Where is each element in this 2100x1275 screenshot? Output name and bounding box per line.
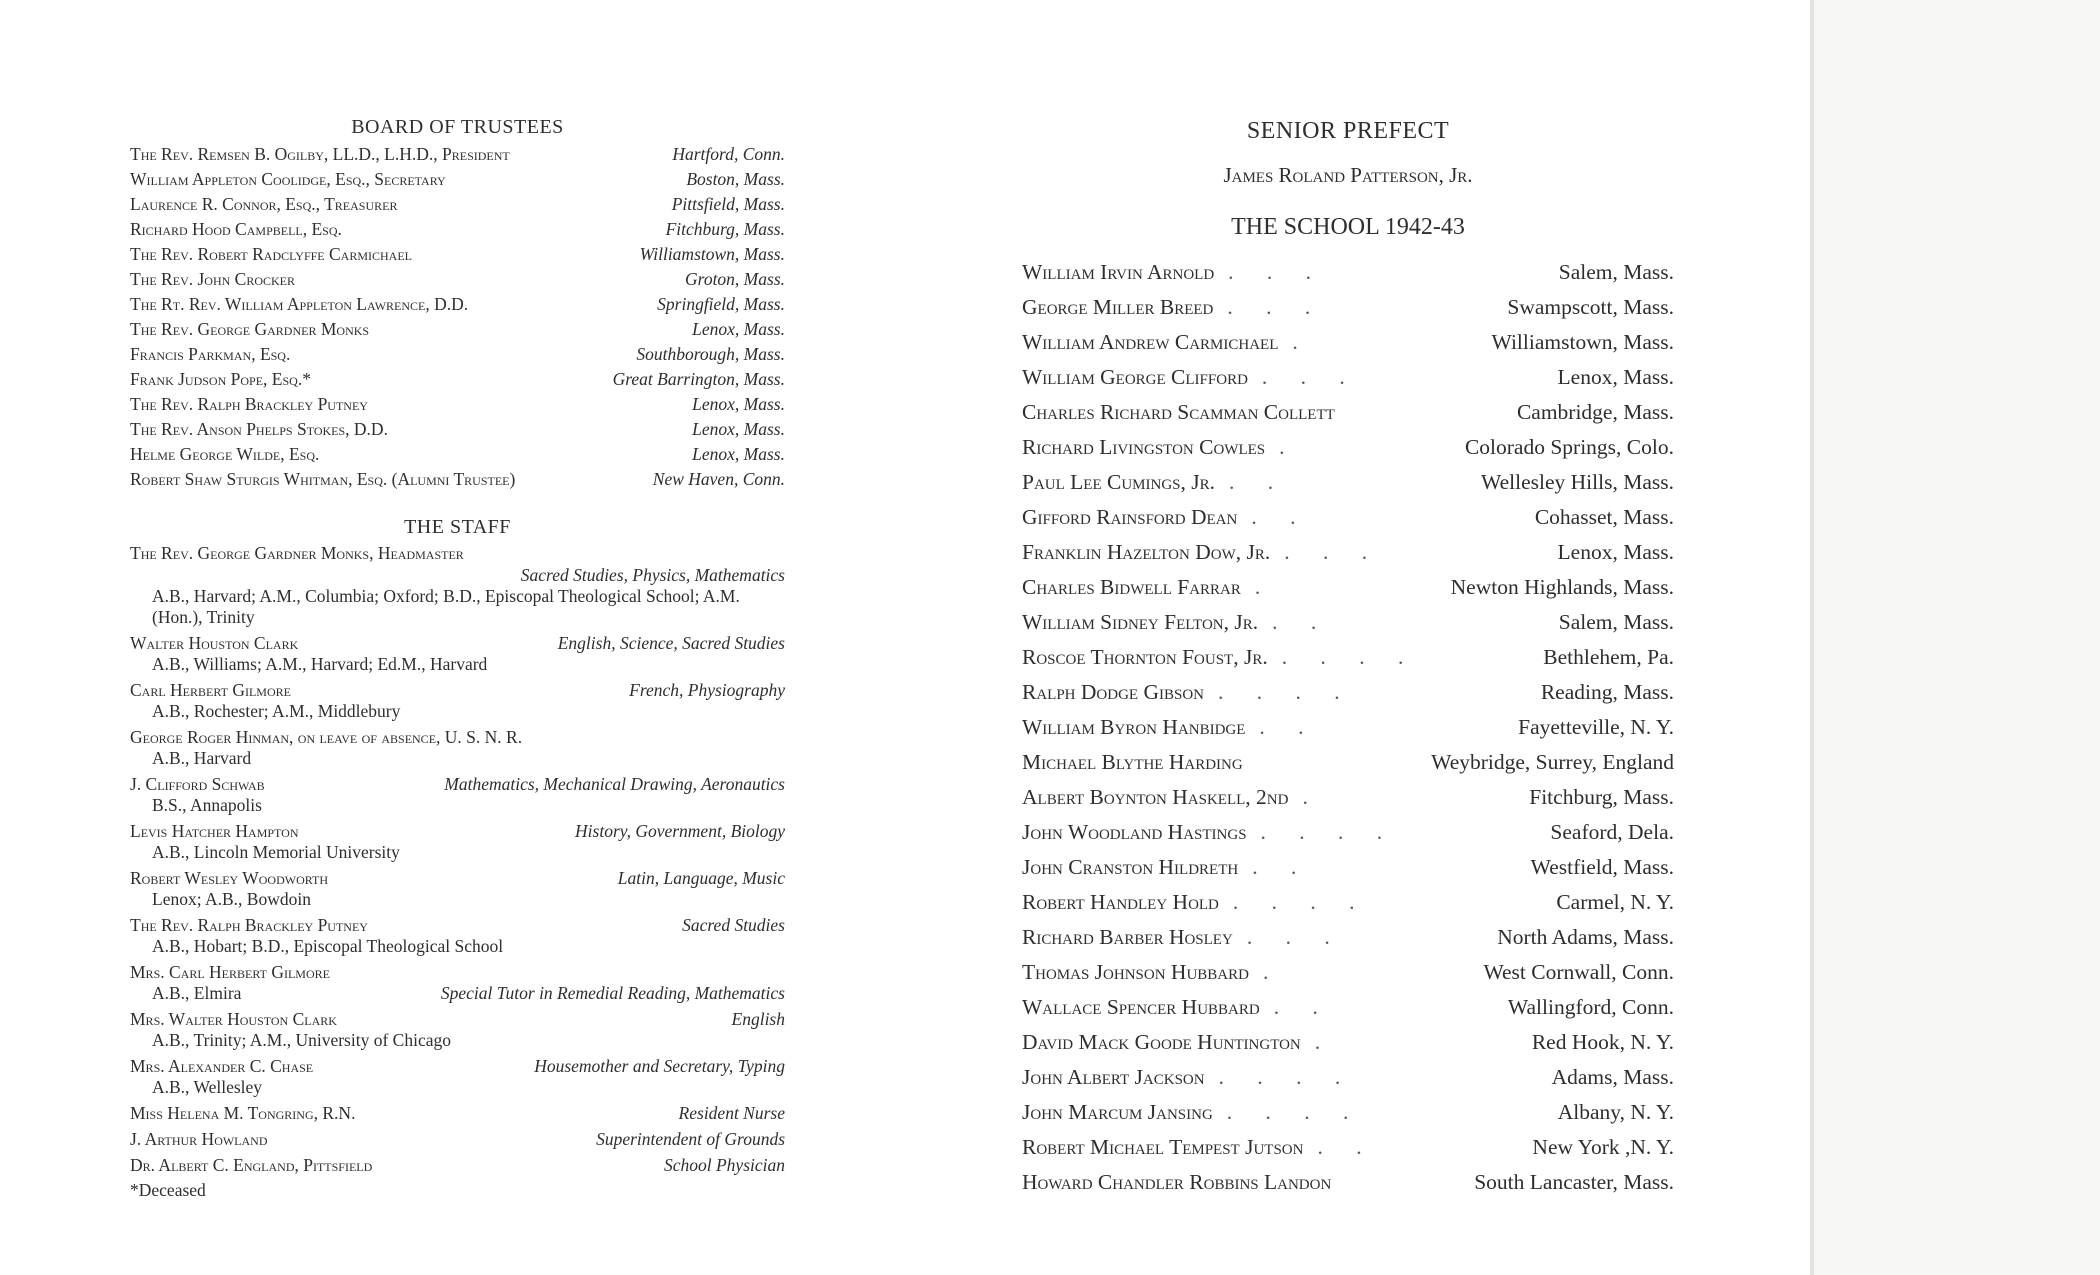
student-row: [1022, 885, 1674, 920]
student-name: Roscoe Thornton Foust, Jr.: [1022, 645, 1268, 669]
leader-dots: . . . .: [1226, 1100, 1363, 1124]
student-row: [1022, 955, 1674, 990]
leader-dots: .: [1254, 575, 1275, 599]
staff-entry: [130, 679, 785, 722]
trustee-row: [130, 317, 785, 342]
staff-line: [130, 914, 785, 936]
student-hometown: Carmel, N. Y.: [1556, 890, 1674, 914]
leader-dots: . .: [1272, 610, 1331, 634]
student-name: Albert Boynton Haskell, 2nd: [1022, 785, 1289, 809]
staff-line: [130, 726, 785, 748]
staff-subjects: History, Government, Biology: [575, 821, 785, 841]
staff-degrees: A.B., Harvard: [152, 748, 252, 768]
student-name: John Albert Jackson: [1022, 1065, 1205, 1089]
leader-dots: .: [1314, 1030, 1335, 1054]
staff-title: THE STAFF: [404, 516, 511, 538]
student-row: [1022, 325, 1674, 360]
staff-degrees: A.B., Hobart; B.D., Episcopal Theological School: [152, 936, 504, 956]
staff-degrees: A.B., Trinity; A.M., University of Chicago: [152, 1030, 451, 1050]
student-row: [1022, 360, 1674, 395]
leader-dots: .: [1302, 785, 1322, 809]
staff-entry: [130, 961, 785, 1004]
leader-dots: .: [1279, 435, 1299, 459]
student-hometown: Swampscott, Mass.: [1507, 295, 1674, 319]
trustee-row: [130, 217, 785, 242]
board-title: BOARD OF TRUSTEES: [351, 116, 564, 138]
staff-name: Mrs. Alexander C. Chase: [130, 1056, 314, 1076]
student-row: [1022, 710, 1674, 745]
trustee-row: [130, 292, 785, 317]
leader-dots: . .: [1259, 715, 1318, 739]
staff-entry: [130, 632, 785, 675]
staff-name: Walter Houston Clark: [130, 633, 299, 653]
trustee-row: [130, 342, 785, 367]
trustee-row: [130, 192, 785, 217]
prefect-name: James Roland Patterson, Jr.: [1223, 163, 1473, 187]
student-hometown: Fitchburg, Mass.: [1529, 785, 1674, 809]
student-name: Ralph Dodge Gibson: [1022, 680, 1204, 704]
student-name: William Sidney Felton, Jr.: [1022, 610, 1259, 634]
student-hometown: Salem, Mass.: [1558, 260, 1674, 284]
staff-line: [130, 961, 785, 983]
trustee-location: Hartford, Conn.: [672, 144, 785, 164]
student-name: John Marcum Jansing: [1022, 1100, 1213, 1124]
student-row: [1022, 605, 1674, 640]
school-title: THE SCHOOL 1942-43: [1231, 214, 1465, 240]
student-row: [1022, 990, 1674, 1025]
trustee-name: Robert Shaw Sturgis Whitman, Esq. (Alumni Trustee): [130, 469, 516, 489]
leader-dots: . . .: [1261, 365, 1359, 389]
leader-dots: . . .: [1284, 540, 1382, 564]
trustee-name: The Rt. Rev. William Appleton Lawrence, D.D.: [130, 294, 469, 314]
trustee-location: Southborough, Mass.: [636, 344, 785, 364]
staff-subjects: English, Science, Sacred Studies: [557, 633, 785, 653]
student-name: Wallace Spencer Hubbard: [1022, 995, 1260, 1019]
leader-dots: . . .: [1227, 295, 1325, 319]
trustee-name: Helme George Wilde, Esq.: [130, 444, 320, 464]
student-name: Gifford Rainsford Dean: [1022, 505, 1238, 529]
trustee-location: Lenox, Mass.: [692, 444, 785, 464]
leader-dots: . .: [1317, 1135, 1376, 1159]
student-name: William Byron Hanbidge: [1022, 715, 1246, 739]
student-hometown: Colorado Springs, Colo.: [1464, 435, 1674, 459]
right-page: [1022, 118, 1674, 1200]
staff-name: The Rev. George Gardner Monks, Headmaster: [130, 543, 464, 563]
staff-name: J. Clifford Schwab: [130, 774, 265, 794]
student-row: [1022, 850, 1674, 885]
staff-subjects: Sacred Studies: [682, 915, 785, 935]
staff-list: [130, 542, 785, 1176]
student-row: [1022, 500, 1674, 535]
staff-entry: [130, 1055, 785, 1098]
student-name: Howard Chandler Robbins Landon: [1022, 1170, 1332, 1194]
staff-name: Mrs. Walter Houston Clark: [130, 1009, 337, 1029]
staff-line: [130, 632, 785, 654]
student-hometown: Bethlehem, Pa.: [1543, 645, 1674, 669]
left-page: [130, 116, 785, 1201]
staff-name: Robert Wesley Woodworth: [130, 868, 329, 888]
staff-degrees: A.B., Rochester; A.M., Middlebury: [152, 701, 401, 721]
trustee-row: [130, 167, 785, 192]
staff-line: [130, 542, 785, 564]
staff-line: [130, 1154, 785, 1176]
student-name: Richard Barber Hosley: [1022, 925, 1233, 949]
staff-line: [130, 867, 785, 889]
page-edge: [1810, 0, 1814, 1275]
staff-degrees: A.B., Elmira: [152, 983, 242, 1003]
staff-subjects: Housemother and Secretary, Typing: [534, 1056, 785, 1076]
staff-degrees: A.B., Lincoln Memorial University: [152, 842, 400, 862]
trustee-location: Great Barrington, Mass.: [612, 369, 785, 389]
student-row: [1022, 1165, 1674, 1200]
trustee-row: [130, 442, 785, 467]
staff-subjects: School Physician: [663, 1155, 785, 1175]
trustee-row: [130, 392, 785, 417]
leader-dots: . . . .: [1218, 1065, 1355, 1089]
trustee-location: Fitchburg, Mass.: [665, 219, 785, 239]
trustee-name: William Appleton Coolidge, Esq., Secretary: [130, 169, 446, 189]
trustee-row: [130, 142, 785, 167]
trustee-row: [130, 467, 785, 492]
board-list: [130, 142, 785, 492]
leader-dots: . .: [1251, 505, 1310, 529]
staff-entry: [130, 1154, 785, 1176]
trustee-row: [130, 242, 785, 267]
trustee-name: Francis Parkman, Esq.: [130, 344, 291, 364]
staff-line: [130, 1055, 785, 1077]
staff-entry: [130, 914, 785, 957]
student-hometown: Westfield, Mass.: [1530, 855, 1674, 879]
staff-entry: [130, 726, 785, 769]
student-name: Franklin Hazelton Dow, Jr.: [1022, 540, 1271, 564]
student-hometown: Reading, Mass.: [1540, 680, 1674, 704]
staff-name: Carl Herbert Gilmore: [130, 680, 291, 700]
student-row: [1022, 1095, 1674, 1130]
leader-dots: .: [1292, 330, 1312, 354]
student-name: William Andrew Carmichael: [1022, 330, 1279, 354]
leader-dots: . . .: [1246, 925, 1344, 949]
student-hometown: Cambridge, Mass.: [1516, 400, 1674, 424]
student-name: John Cranston Hildreth: [1022, 855, 1239, 879]
student-hometown: Adams, Mass.: [1551, 1065, 1674, 1089]
staff-name: Miss Helena M. Tongring, R.N.: [130, 1103, 356, 1123]
student-hometown: South Lancaster, Mass.: [1474, 1170, 1674, 1194]
staff-entry: [130, 773, 785, 816]
staff-name: The Rev. Ralph Brackley Putney: [130, 915, 368, 935]
trustee-name: The Rev. Robert Radclyffe Carmichael: [130, 244, 413, 264]
staff-line: [130, 679, 785, 701]
student-row: [1022, 395, 1674, 430]
student-row: [1022, 465, 1674, 500]
staff-entry: [130, 867, 785, 910]
student-row: [1022, 535, 1674, 570]
student-hometown: Williamstown, Mass.: [1491, 330, 1674, 354]
student-name: William George Clifford: [1022, 365, 1248, 389]
trustee-location: Boston, Mass.: [686, 169, 785, 189]
student-row: [1022, 1060, 1674, 1095]
staff-entry: [130, 542, 785, 628]
student-hometown: Red Hook, N. Y.: [1531, 1030, 1674, 1054]
staff-entry: [130, 1128, 785, 1150]
staff-name: Mrs. Carl Herbert Gilmore: [130, 962, 330, 982]
student-row: [1022, 780, 1674, 815]
student-hometown: Weybridge, Surrey, England: [1431, 750, 1674, 774]
staff-entry: [130, 1008, 785, 1051]
student-list: [1022, 255, 1674, 1200]
staff-entry: [130, 1102, 785, 1124]
student-row: [1022, 745, 1674, 780]
staff-line: [130, 1102, 785, 1124]
leader-dots: .: [1262, 960, 1283, 984]
student-hometown: Albany, N. Y.: [1557, 1100, 1674, 1124]
student-hometown: Fayetteville, N. Y.: [1518, 715, 1674, 739]
student-hometown: Newton Highlands, Mass.: [1450, 575, 1674, 599]
staff-name: Dr. Albert C. England, Pittsfield: [130, 1155, 373, 1175]
student-hometown: New York ,N. Y.: [1532, 1135, 1674, 1159]
student-name: Paul Lee Cumings, Jr.: [1022, 470, 1216, 494]
staff-degree-line: [130, 983, 785, 1004]
trustee-location: Lenox, Mass.: [692, 419, 785, 439]
trustee-location: Springfield, Mass.: [657, 294, 785, 314]
staff-name: J. Arthur Howland: [130, 1129, 268, 1149]
student-hometown: West Cornwall, Conn.: [1483, 960, 1674, 984]
leader-dots: . .: [1229, 470, 1288, 494]
leader-dots: . .: [1273, 995, 1332, 1019]
staff-line: [130, 820, 785, 842]
student-hometown: Salem, Mass.: [1558, 610, 1674, 634]
staff-name: Levis Hatcher Hampton: [130, 821, 299, 841]
student-row: [1022, 640, 1674, 675]
student-name: George Miller Breed: [1022, 295, 1214, 319]
staff-degrees: Lenox; A.B., Bowdoin: [152, 889, 311, 909]
student-name: David Mack Goode Huntington: [1022, 1030, 1301, 1054]
student-hometown: Lenox, Mass.: [1557, 540, 1674, 564]
student-row: [1022, 815, 1674, 850]
student-name: Charles Bidwell Farrar: [1022, 575, 1241, 599]
prefect-title: SENIOR PREFECT: [1246, 118, 1450, 144]
leader-dots: . . . .: [1260, 820, 1397, 844]
staff-subjects: Resident Nurse: [678, 1103, 785, 1123]
staff-subjects: English: [731, 1009, 785, 1029]
student-row: [1022, 1025, 1674, 1060]
student-name: Robert Michael Tempest Jutson: [1022, 1135, 1304, 1159]
trustee-name: The Rev. Anson Phelps Stokes, D.D.: [130, 419, 388, 439]
trustee-location: Williamstown, Mass.: [639, 244, 785, 264]
student-row: [1022, 430, 1674, 465]
student-row: [1022, 255, 1674, 290]
deceased-footnote: *Deceased: [130, 1180, 206, 1200]
staff-degrees: A.B., Williams; A.M., Harvard; Ed.M., Harvard: [152, 654, 488, 674]
trustee-row: [130, 267, 785, 292]
student-row: [1022, 1130, 1674, 1165]
trustee-name: The Rev. George Gardner Monks: [130, 319, 370, 339]
student-row: [1022, 570, 1674, 605]
student-name: William Irvin Arnold: [1022, 260, 1215, 284]
student-name: John Woodland Hastings: [1022, 820, 1247, 844]
staff-subjects: Superintendent of Grounds: [596, 1129, 785, 1149]
student-hometown: Cohasset, Mass.: [1534, 505, 1674, 529]
trustee-name: Richard Hood Campbell, Esq.: [130, 219, 342, 239]
staff-subjects: Latin, Language, Music: [617, 868, 785, 888]
student-name: Thomas Johnson Hubbard: [1022, 960, 1249, 984]
student-row: [1022, 920, 1674, 955]
staff-subjects-below: Sacred Studies, Physics, Mathematics: [520, 565, 785, 585]
student-row: [1022, 675, 1674, 710]
staff-degrees: A.B., Wellesley: [152, 1077, 263, 1097]
student-name: Robert Handley Hold: [1022, 890, 1219, 914]
trustee-location: Pittsfield, Mass.: [671, 194, 785, 214]
trustee-location: Lenox, Mass.: [692, 319, 785, 339]
trustee-name: The Rev. Ralph Brackley Putney: [130, 394, 368, 414]
staff-line: [130, 1128, 785, 1150]
staff-degree-subjects: Special Tutor in Remedial Reading, Mathematics: [440, 983, 785, 1003]
student-hometown: Lenox, Mass.: [1557, 365, 1674, 389]
staff-degrees: B.S., Annapolis: [152, 795, 262, 815]
student-hometown: Seaford, Dela.: [1550, 820, 1674, 844]
trustee-location: Lenox, Mass.: [692, 394, 785, 414]
trustee-name: The Rev. John Crocker: [130, 269, 296, 289]
student-name: Michael Blythe Harding: [1022, 750, 1243, 774]
leader-dots: . . .: [1228, 260, 1326, 284]
trustee-location: Groton, Mass.: [685, 269, 785, 289]
staff-line: [130, 773, 785, 795]
staff-line: [130, 1008, 785, 1030]
student-row: [1022, 290, 1674, 325]
leader-dots: . . . .: [1217, 680, 1354, 704]
student-hometown: North Adams, Mass.: [1497, 925, 1674, 949]
student-hometown: Wellesley Hills, Mass.: [1481, 470, 1674, 494]
staff-name: George Roger Hinman, on leave of absence, U. S. N. R.: [130, 727, 523, 747]
staff-degrees: A.B., Harvard; A.M., Columbia; Oxford; B.D., Episcopal Theological School; A.M. (Hon.), Trinity: [152, 586, 740, 627]
leader-dots: . .: [1252, 855, 1311, 879]
trustee-location: New Haven, Conn.: [652, 469, 785, 489]
student-hometown: Wallingford, Conn.: [1507, 995, 1674, 1019]
trustee-name: The Rev. Remsen B. Ogilby, LL.D., L.H.D., President: [130, 144, 510, 164]
trustee-name: Frank Judson Pope, Esq.*: [130, 369, 311, 389]
student-name: Richard Livingston Cowles: [1022, 435, 1266, 459]
trustee-row: [130, 417, 785, 442]
leader-dots: . . . .: [1281, 645, 1418, 669]
staff-subjects: Mathematics, Mechanical Drawing, Aeronautics: [444, 774, 785, 794]
staff-entry: [130, 820, 785, 863]
staff-subjects: French, Physiography: [629, 680, 785, 700]
student-name: Charles Richard Scamman Collett: [1022, 400, 1335, 424]
trustee-name: Laurence R. Connor, Esq., Treasurer: [130, 194, 398, 214]
leader-dots: . . . .: [1232, 890, 1369, 914]
trustee-row: [130, 367, 785, 392]
